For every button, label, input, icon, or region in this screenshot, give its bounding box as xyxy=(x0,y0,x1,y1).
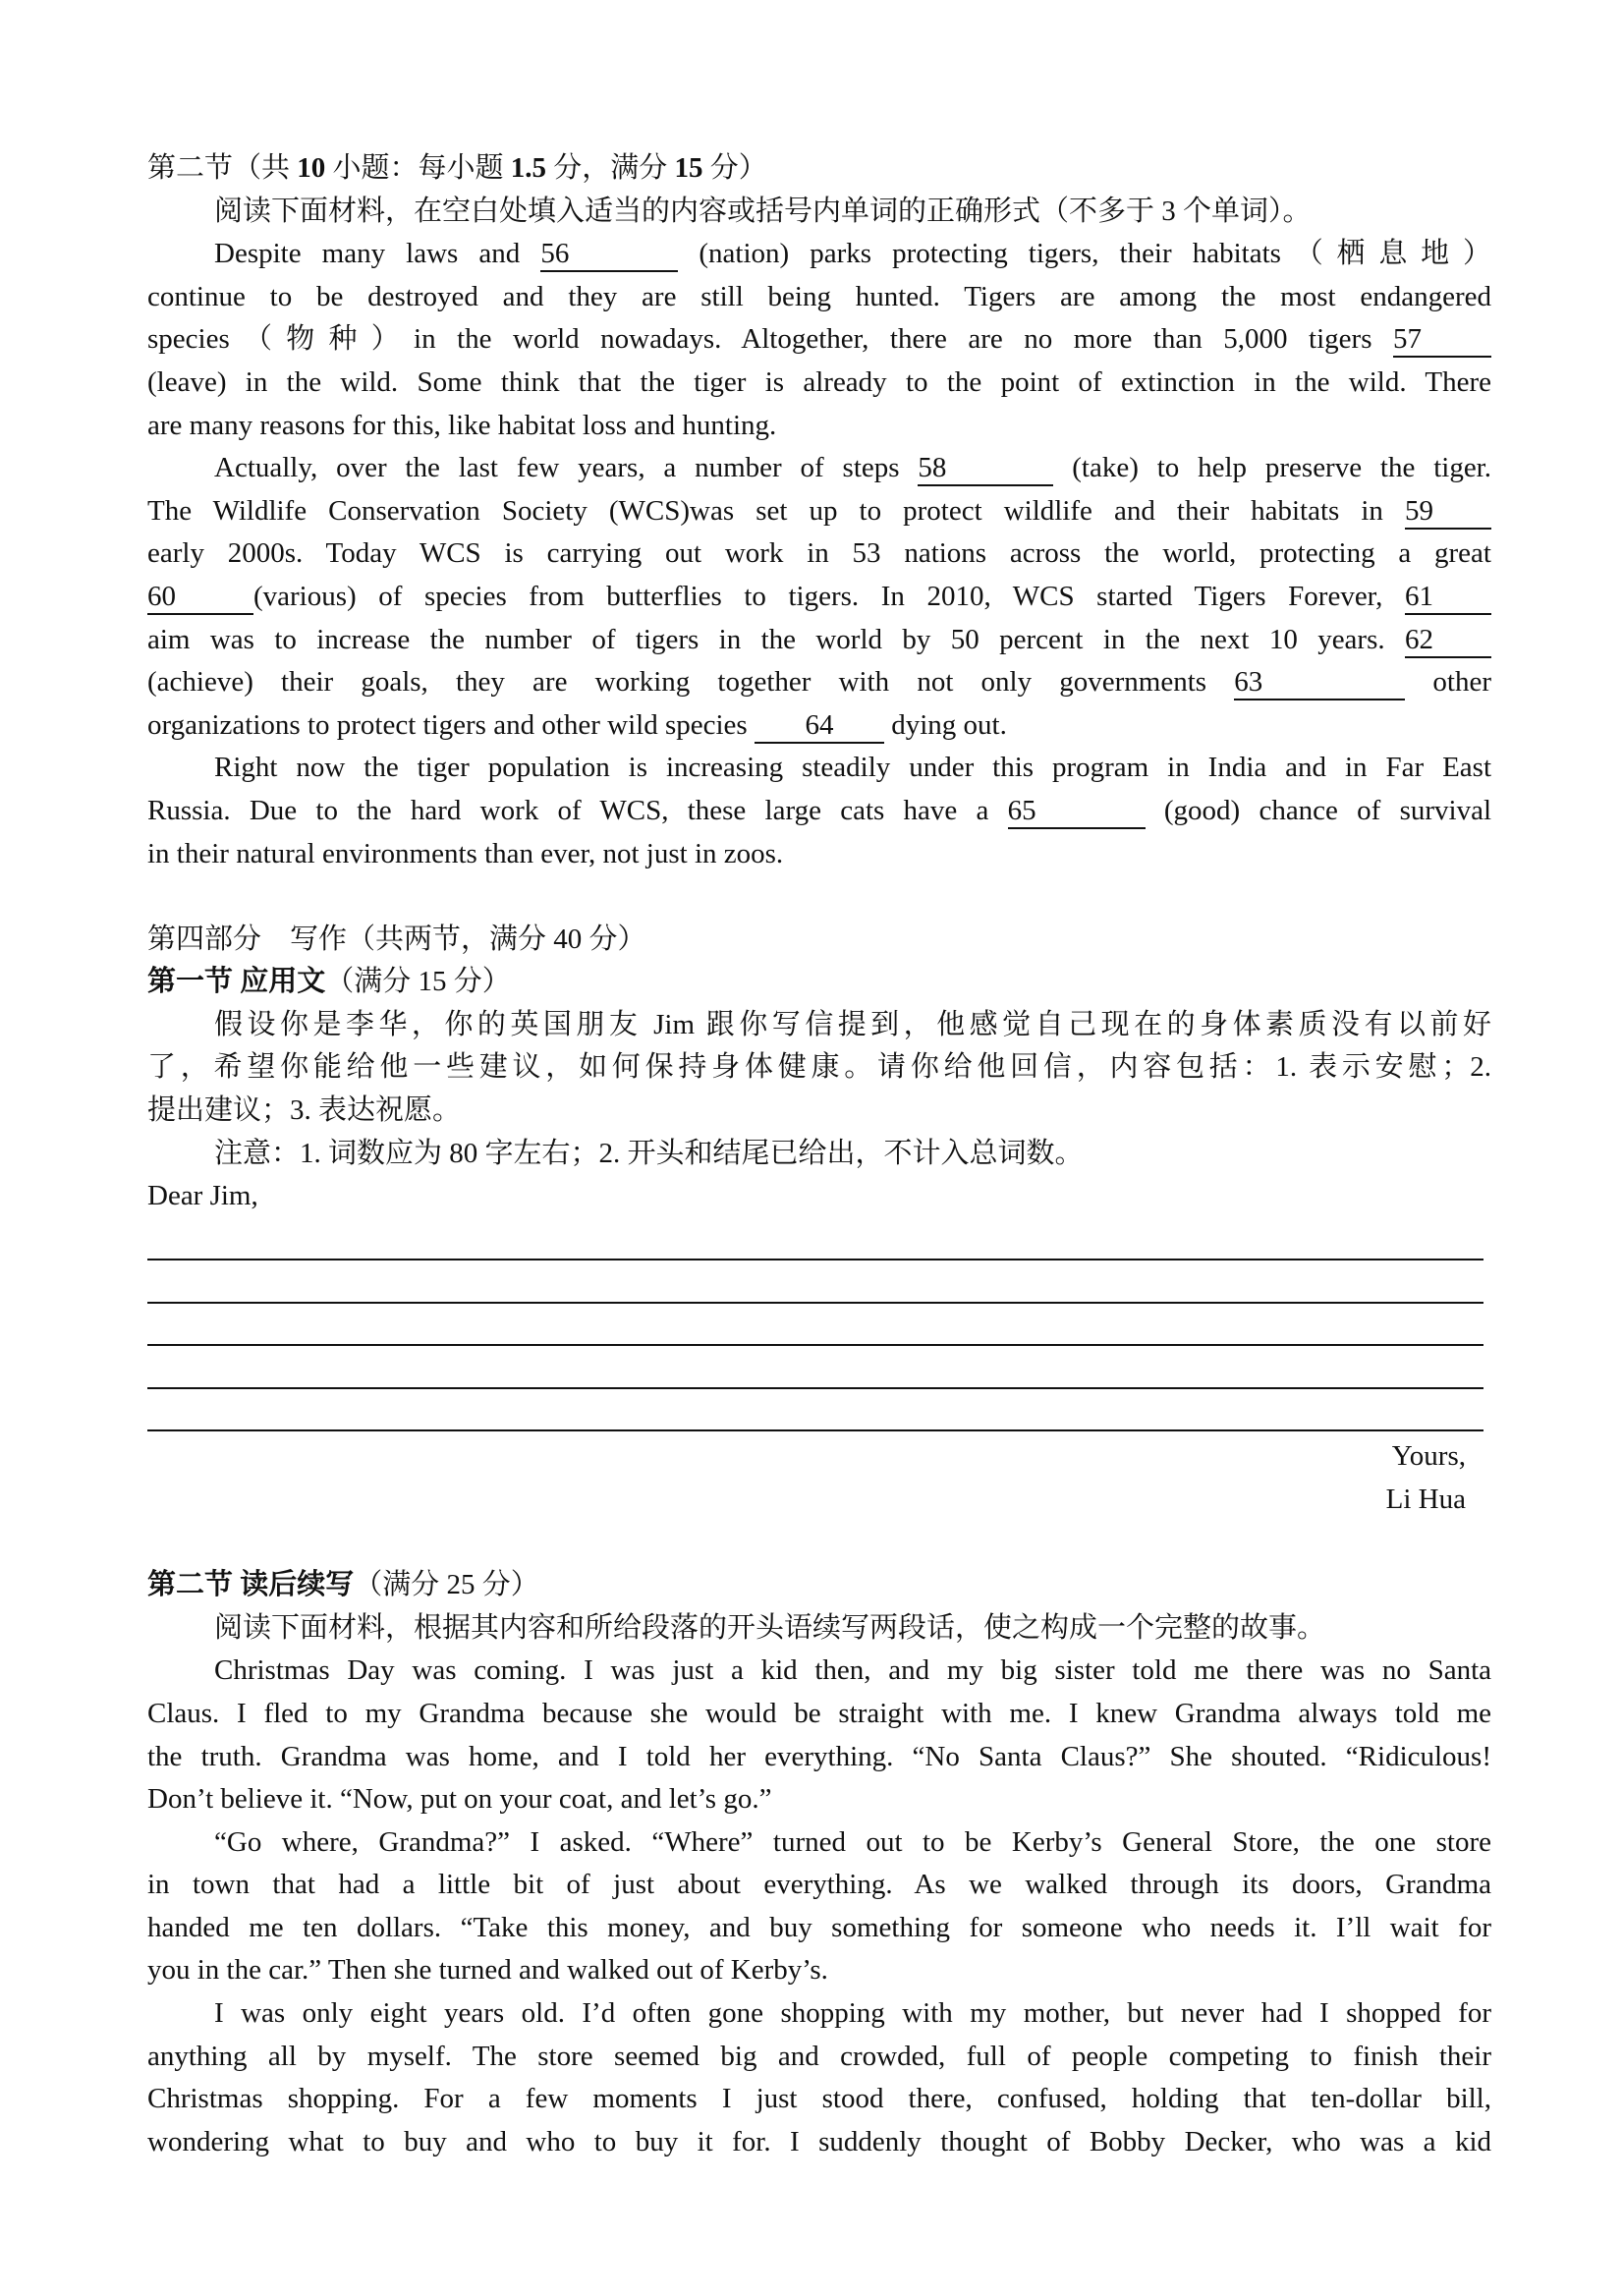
spacer xyxy=(147,875,1491,919)
passage-text: other xyxy=(1405,666,1491,699)
passage-text: (nation) parks protecting tigers, their habitats（栖息地） xyxy=(678,238,1491,270)
passage-line xyxy=(147,318,1491,362)
passage-text: dying out. xyxy=(883,708,1007,741)
section-title xyxy=(147,961,1491,1004)
passage-text: The Wildlife Conservation Society (WCS)was set up to protect wildlife and their habitats in xyxy=(147,494,1405,527)
story-line: Don’t believe it. “Now, put on your coat, and let’s go.” xyxy=(147,1783,772,1816)
closing: Yours, xyxy=(1391,1440,1466,1473)
section-title xyxy=(147,1564,1491,1607)
task-instruction: 阅读下面材料，根据其内容和所给段落的开头语续写两段话，使之构成一个完整的故事。 xyxy=(214,1611,1326,1644)
passage-text: (good) chance of survival xyxy=(1145,794,1492,826)
instruction: 阅读下面材料，在空白处填入适当的内容或括号内单词的正确形式（不多于 3 个单词）。 xyxy=(214,195,1312,227)
story-line: you in the car.” Then she turned and walked out of Kerby’s. xyxy=(147,1954,828,1987)
heading-text: 第二节（共 xyxy=(147,152,298,184)
section-title-bold: 第二节 读后续写 xyxy=(147,1569,355,1601)
blank-62[interactable]: 62 xyxy=(1405,623,1491,658)
passage-text: Despite many laws and xyxy=(214,238,541,270)
passage-text: organizations to protect tigers and other wild species xyxy=(147,708,755,741)
heading-text: 分） xyxy=(702,152,767,184)
blank-57[interactable]: 57 xyxy=(1393,322,1491,358)
blank-65[interactable]: 65 xyxy=(1008,794,1146,829)
section-title-score: （满分 25 分） xyxy=(354,1569,539,1601)
passage-line xyxy=(147,790,1491,833)
heading-number: 10 xyxy=(297,152,326,184)
section-heading xyxy=(147,147,1491,191)
part-title: 第四部分 写作（共两节，满分 40 分） xyxy=(147,923,646,955)
story-line: handed me ten dollars. “Take this money, and buy something for someone who needs it. I’ll wait for xyxy=(147,1911,1491,1943)
story-line: I was only eight years old. I’d often gone shopping with my mother, but never had I shopped for xyxy=(214,1997,1491,2030)
passage-line: (leave) in the wild. Some think that the tiger is already to the point of extinction in the wild. There xyxy=(147,365,1491,398)
passage-text: Actually, over the last few years, a number of steps xyxy=(214,452,919,484)
passage-line xyxy=(147,704,1491,748)
passage-line xyxy=(147,576,1491,619)
signature: Li Hua xyxy=(1385,1483,1466,1515)
story-line: anything all by myself. The store seemed big and crowded, full of people competing to finish their xyxy=(147,2040,1491,2072)
spacer xyxy=(147,1522,1491,1565)
passage-text: Russia. Due to the hard work of WCS, these large cats have a xyxy=(147,794,1008,826)
story-line: Christmas shopping. For a few moments I just stood there, confused, holding that ten-dollar bill, xyxy=(147,2083,1491,2115)
passage-text: (achieve) their goals, they are working together with not only governments xyxy=(147,666,1235,699)
writing-line[interactable] xyxy=(147,1218,1483,1261)
section-title-score: （满分 15 分） xyxy=(325,966,511,998)
story-line: in town that had a little bit of just about everything. As we walked through its doors, Grandma xyxy=(147,1869,1491,1901)
passage-line: in their natural environments than ever, not just in zoos. xyxy=(147,837,784,869)
greeting: Dear Jim, xyxy=(147,1180,258,1212)
passage-text: (various) of species from butterflies to tigers. In 2010, WCS started Tigers Forever, xyxy=(253,580,1405,612)
blank-59[interactable]: 59 xyxy=(1405,494,1491,530)
heading-text: 分，满分 xyxy=(546,152,675,184)
story-line: “Go where, Grandma?” I asked. “Where” turned out to be Kerby’s General Store, the one store xyxy=(214,1825,1491,1858)
passage-line: are many reasons for this, like habitat loss and hunting. xyxy=(147,409,777,441)
blank-56[interactable]: 56 xyxy=(540,237,678,272)
passage-line xyxy=(147,233,1491,276)
passage-text: aim was to increase the number of tigers in the world by 50 percent in the next 10 years. xyxy=(147,623,1405,655)
task-line: 提出建议；3. 表达祝愿。 xyxy=(147,1094,462,1127)
writing-line[interactable] xyxy=(147,1260,1483,1304)
blank-64[interactable]: 64 xyxy=(755,708,884,744)
heading-text: 小题：每小题 xyxy=(325,152,511,184)
passage-line: Right now the tiger population is increasing steadily under this program in India and in Far East xyxy=(214,752,1491,784)
task-line: 假设你是李华，你的英国朋友 Jim 跟你写信提到，他感觉自己现在的身体素质没有以前好 xyxy=(214,1008,1491,1040)
story-line: the truth. Grandma was home, and I told her everything. “No Santa Claus?” She shouted. “Ridiculous! xyxy=(147,1740,1491,1772)
task-line: 了，希望你能给他一些建议，如何保持身体健康。请你给他回信，内容包括：1. 表示安慰；2. xyxy=(147,1051,1491,1084)
blank-60[interactable]: 60 xyxy=(147,580,253,615)
exam-page xyxy=(147,147,1491,2163)
story-line: Claus. I fled to my Grandma because she would be straight with me. I knew Grandma always told me xyxy=(147,1697,1491,1729)
task-note: 注意：1. 词数应为 80 字左右；2. 开头和结尾已给出，不计入总词数。 xyxy=(214,1137,1084,1169)
heading-number: 15 xyxy=(674,152,703,184)
writing-line[interactable] xyxy=(147,1304,1483,1347)
story-line: Christmas Day was coming. I was just a kid then, and my big sister told me there was no Santa xyxy=(214,1654,1491,1687)
writing-line[interactable] xyxy=(147,1389,1483,1432)
blank-58[interactable]: 58 xyxy=(918,451,1053,486)
passage-line: continue to be destroyed and they are still being hunted. Tigers are among the most endangered xyxy=(147,280,1491,312)
passage-line xyxy=(147,661,1491,704)
passage-line xyxy=(147,619,1491,662)
passage-line xyxy=(147,490,1491,533)
heading-number: 1.5 xyxy=(510,152,547,184)
section-title-bold: 第一节 应用文 xyxy=(147,966,326,998)
story-line: wondering what to buy and who to buy it for. I suddenly thought of Bobby Decker, who was a kid xyxy=(147,2125,1491,2157)
passage-line xyxy=(147,447,1491,490)
blank-61[interactable]: 61 xyxy=(1405,580,1491,615)
passage-line: early 2000s. Today WCS is carrying out work in 53 nations across the world, protecting a great xyxy=(147,537,1491,570)
writing-line[interactable] xyxy=(147,1346,1483,1389)
blank-63[interactable]: 63 xyxy=(1234,665,1405,700)
passage-text: species（物种）in the world nowadays. Altogether, there are no more than 5,000 tigers xyxy=(147,323,1393,356)
passage-text: (take) to help preserve the tiger. xyxy=(1053,452,1491,484)
